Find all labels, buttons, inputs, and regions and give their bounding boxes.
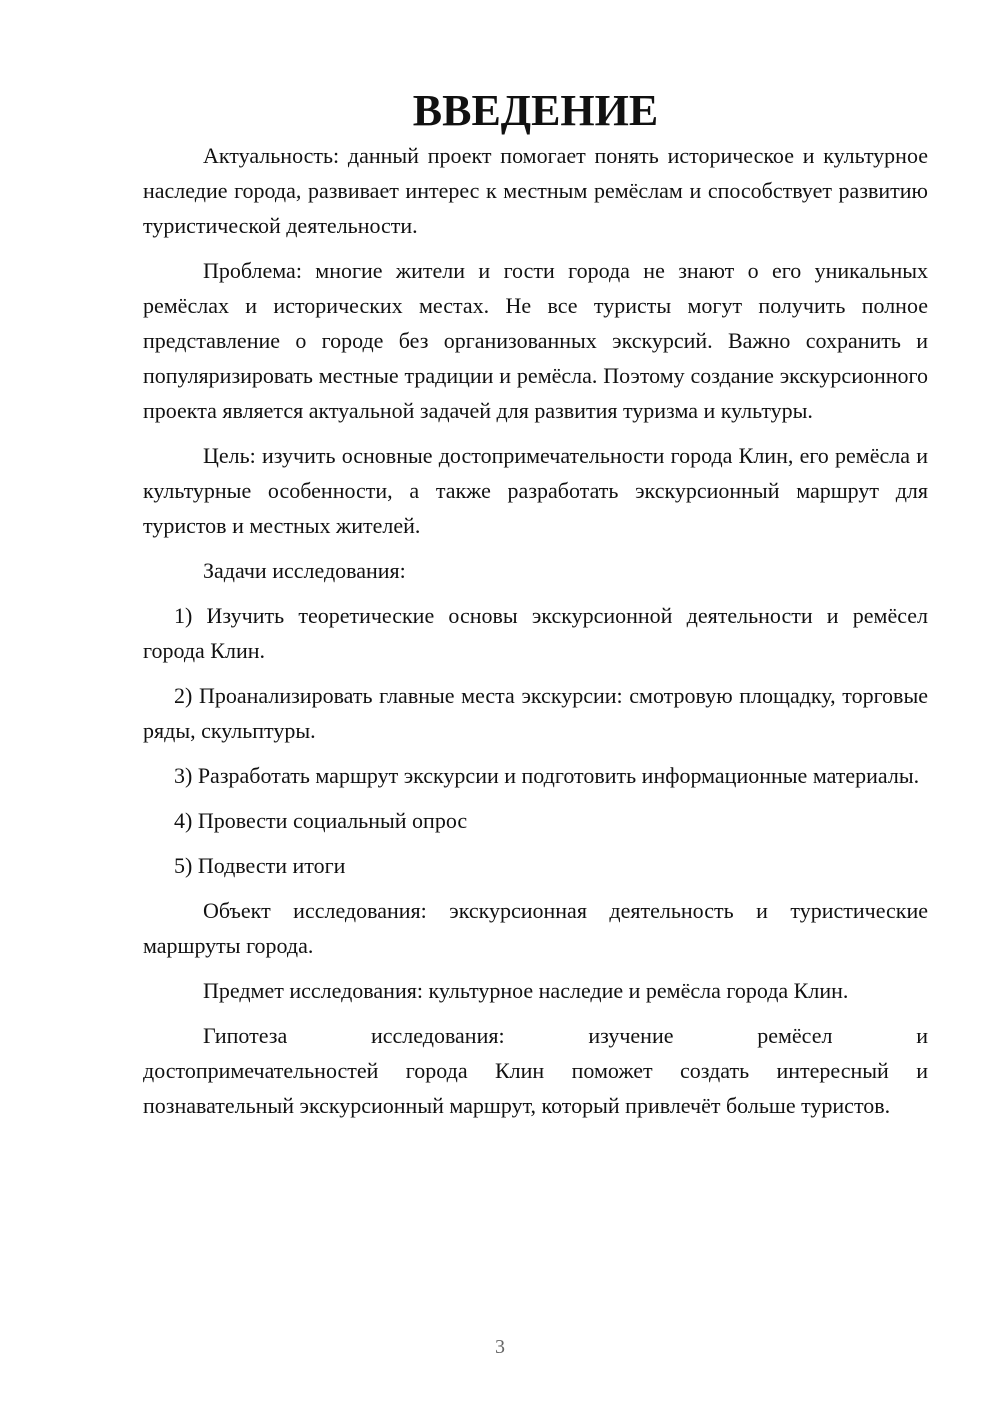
problem-paragraph: Проблема: многие жители и гости города не знают о его уникальных ремёслах и исторических местах. Не все туристы могут получить полное представление о городе без организованных экскурсий. Важно сохранить и популяризировать местные традиции и ремёсла. Поэтому создание экскурсионного проекта является актуальной задачей для развития туризма и культуры. <box>143 258 928 423</box>
hypothesis-continuation: достопримечательностей города Клин поможет создать интересный и познавательный экскурсионный маршрут, который привлечёт больше туристов. <box>143 1058 928 1118</box>
object-paragraph: Объект исследования: экскурсионная деятельность и туристические маршруты города. <box>143 898 928 958</box>
hypothesis-first-line: Гипотеза исследования: изучение ремёсел и <box>203 1023 928 1048</box>
subject-paragraph: Предмет исследования: культурное наследие и ремёсла города Клин. <box>203 978 849 1003</box>
relevance-paragraph: Актуальность: данный проект помогает понять историческое и культурное наследие города, развивает интерес к местным ремёслам и способствует развитию туристической деятельности. <box>143 143 928 238</box>
task-item-4: 4) Провести социальный опрос <box>174 808 468 833</box>
task-item-5: 5) Подвести итоги <box>174 853 346 878</box>
task-item-3: 3) Разработать маршрут экскурсии и подготовить информационные материалы. <box>174 763 920 788</box>
task-item-1: 1) Изучить теоретические основы экскурсионной деятельности и ремёсел города Клин. <box>143 603 928 663</box>
page-title: ВВЕДЕНИЕ <box>412 86 659 135</box>
page-number: 3 <box>495 1336 505 1358</box>
document-content <box>143 86 928 1133</box>
task-item-2: 2) Проанализировать главные места экскурсии: смотровую площадку, торговые ряды, скульптуры. <box>143 683 928 743</box>
goal-paragraph: Цель: изучить основные достопримечательности города Клин, его ремёсла и культурные особенности, а также разработать экскурсионный маршрут для туристов и местных жителей. <box>143 443 928 538</box>
tasks-heading: Задачи исследования: <box>203 558 406 583</box>
